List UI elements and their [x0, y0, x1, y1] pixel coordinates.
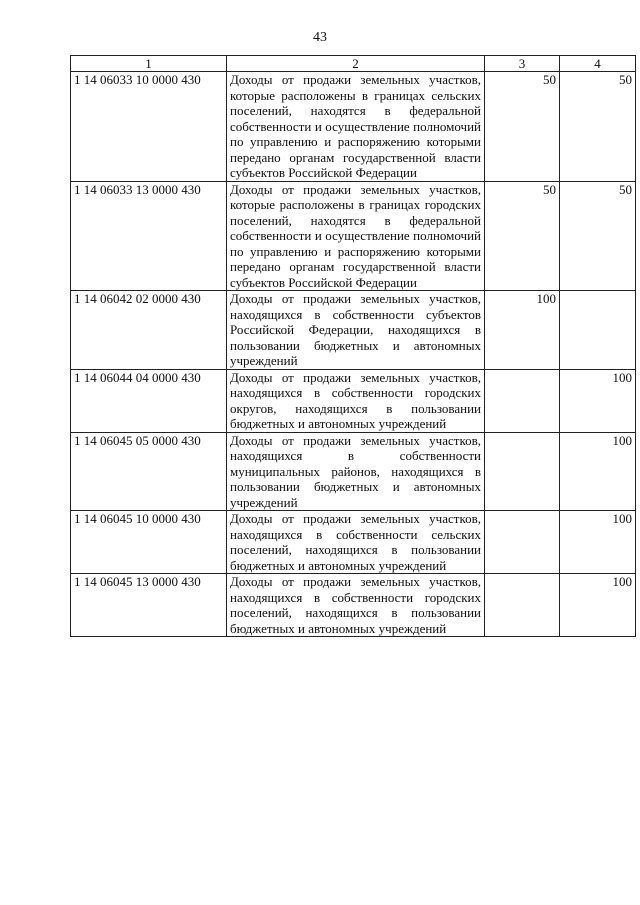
revenue-description: Доходы от продажи земельных участков, находящихся в собственности городских поселений, находящихся в пользовании бюджетных и автономных учреждений	[227, 574, 485, 637]
table-row	[71, 369, 636, 432]
revenue-description: Доходы от продажи земельных участков, находящихся в собственности субъектов Российской Федерации, находящихся в пользовании бюджетных и автономных учреждений	[227, 291, 485, 370]
value-column-3	[485, 574, 560, 637]
revenue-description: Доходы от продажи земельных участков, которые расположены в границах сельских поселений, находятся в федеральной собственности и осуществление полномочий по управлению и распоряжению которыми передано органам государственной власти субъектов Российской Федерации	[227, 72, 485, 182]
column-header-4: 4	[560, 56, 636, 72]
column-header-3: 3	[485, 56, 560, 72]
revenue-description: Доходы от продажи земельных участков, находящихся в собственности муниципальных районов, находящихся в пользовании бюджетных и автономных учреждений	[227, 432, 485, 511]
value-column-4: 100	[560, 574, 636, 637]
value-column-3	[485, 432, 560, 511]
revenue-table	[70, 55, 636, 637]
value-column-4: 100	[560, 511, 636, 574]
revenue-code: 1 14 06033 10 0000 430	[71, 72, 227, 182]
column-header-2: 2	[227, 56, 485, 72]
table-header	[71, 56, 636, 72]
header-row	[71, 56, 636, 72]
revenue-code: 1 14 06033 13 0000 430	[71, 181, 227, 291]
value-column-3	[485, 369, 560, 432]
table-row	[71, 574, 636, 637]
revenue-code: 1 14 06045 05 0000 430	[71, 432, 227, 511]
revenue-code: 1 14 06045 13 0000 430	[71, 574, 227, 637]
revenue-code: 1 14 06045 10 0000 430	[71, 511, 227, 574]
value-column-4: 100	[560, 369, 636, 432]
table-row	[71, 72, 636, 182]
value-column-4: 50	[560, 72, 636, 182]
value-column-3: 50	[485, 181, 560, 291]
value-column-3: 50	[485, 72, 560, 182]
revenue-description: Доходы от продажи земельных участков, находящихся в собственности сельских поселений, находящихся в пользовании бюджетных и автономных учреждений	[227, 511, 485, 574]
table-row	[71, 511, 636, 574]
value-column-3	[485, 511, 560, 574]
page-number: 43	[313, 30, 327, 45]
revenue-description: Доходы от продажи земельных участков, находящихся в собственности городских округов, находящихся в пользовании бюджетных и автономных учреждений	[227, 369, 485, 432]
value-column-4: 100	[560, 432, 636, 511]
table-row	[71, 291, 636, 370]
revenue-description: Доходы от продажи земельных участков, которые расположены в границах городских поселений, находятся в федеральной собственности и осуществление полномочий по управлению и распоряжению которыми передано органам государственной власти субъектов Российской Федерации	[227, 181, 485, 291]
value-column-4	[560, 291, 636, 370]
table-row	[71, 432, 636, 511]
revenue-code: 1 14 06044 04 0000 430	[71, 369, 227, 432]
table-row	[71, 181, 636, 291]
revenue-code: 1 14 06042 02 0000 430	[71, 291, 227, 370]
column-header-1: 1	[71, 56, 227, 72]
value-column-4: 50	[560, 181, 636, 291]
value-column-3: 100	[485, 291, 560, 370]
table-body	[71, 72, 636, 637]
